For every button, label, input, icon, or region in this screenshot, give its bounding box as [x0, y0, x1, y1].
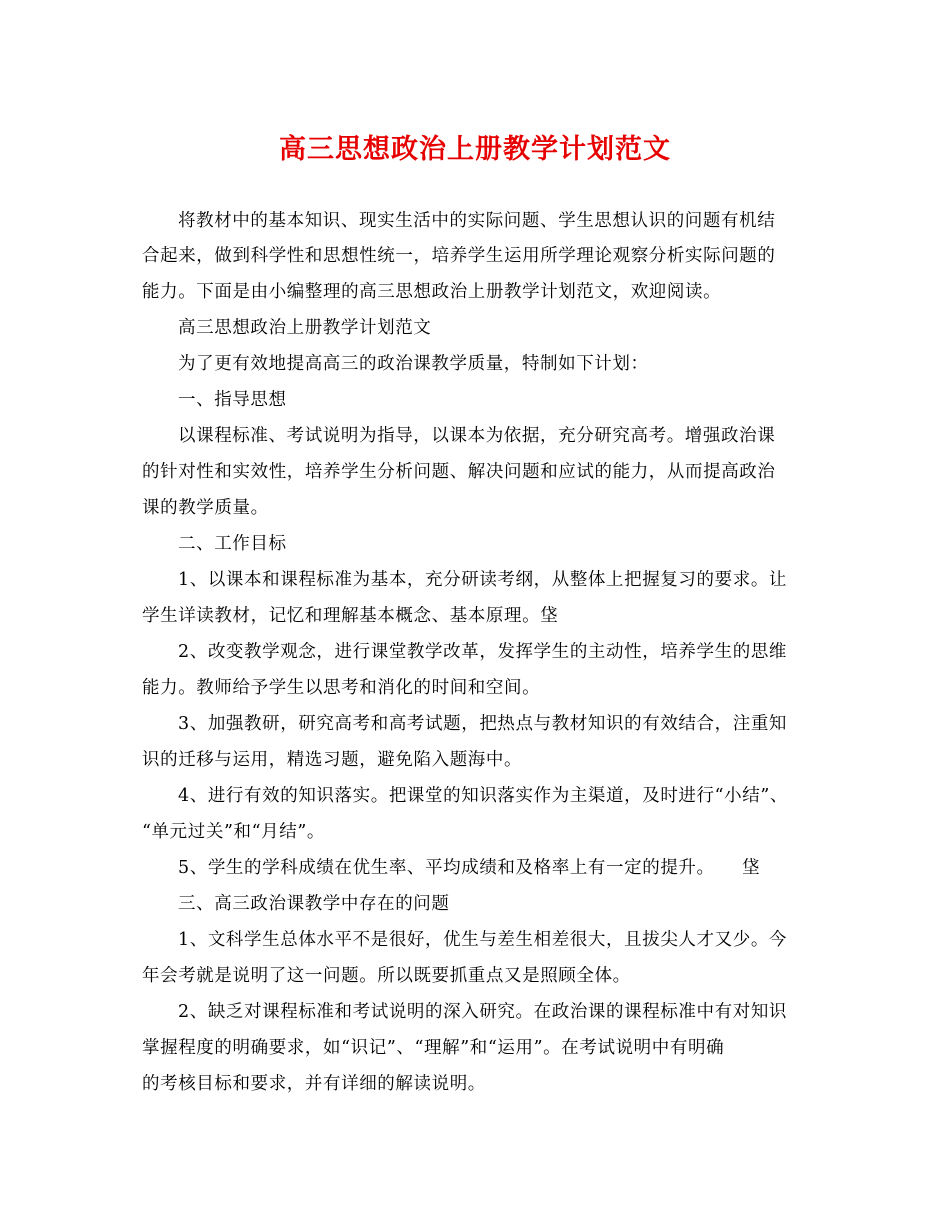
body-line: 1、文科学生总体水平不是很好，优生与差生相差很大，且拔尖人才又少。今: [178, 930, 788, 950]
body-line: 合起来，做到科学性和思想性统一，培养学生运用所学理论观察分析实际问题的: [142, 246, 776, 266]
body-line: 学生详读教材，记忆和理解基本概念、基本原理。垡: [142, 606, 559, 626]
body-line: 课的教学质量。: [142, 498, 269, 518]
body-line: 能力。教师给予学生以思考和消化的时间和空间。: [142, 678, 541, 698]
document-title: 高三思想政治上册教学计划范文: [279, 134, 671, 165]
body-line: 的针对性和实效性，培养学生分析问题、解决问题和应试的能力，从而提高政治: [142, 462, 776, 482]
body-line: 4、进行有效的知识落实。把课堂的知识落实作为主渠道，及时进行“小结”、: [178, 786, 789, 806]
body-line: 1、以课本和课程标准为基本，充分研读考纲，从整体上把握复习的要求。让: [178, 570, 788, 590]
body-line: 掌握程度的明确要求，如“识记”、“理解”和“运用”。在考试说明中有明确: [142, 1038, 725, 1058]
body-line: 的考核目标和要求，并有详细的解读说明。: [142, 1074, 486, 1094]
body-line: 识的迁移与运用，精选习题，避免陷入题海中。: [142, 750, 523, 770]
body-line: 高三思想政治上册教学计划范文: [178, 318, 432, 338]
body-line: 5、学生的学科成绩在优生率、平均成绩和及格率上有一定的提升。 垡: [178, 858, 761, 878]
body-line: 为了更有效地提高高三的政治课教学质量，特制如下计划：: [178, 354, 649, 374]
section-heading: 一、指导思想: [178, 390, 287, 410]
section-heading: 二、工作目标: [178, 534, 287, 554]
body-line: 2、改变教学观念，进行课堂教学改革，发挥学生的主动性，培养学生的思维: [178, 642, 788, 662]
body-line: 3、加强教研，研究高考和高考试题，把热点与教材知识的有效结合，注重知: [178, 714, 788, 734]
body-line: 2、缺乏对课程标准和考试说明的深入研究。在政治课的课程标准中有对知识: [178, 1002, 788, 1022]
section-heading: 三、高三政治课教学中存在的问题: [178, 894, 450, 914]
body-line: 以课程标准、考试说明为指导，以课本为依据，充分研究高考。增强政治课: [178, 426, 776, 446]
body-line: 年会考就是说明了这一问题。所以既要抓重点又是照顾全体。: [142, 966, 631, 986]
body-line: 将教材中的基本知识、现实生活中的实际问题、学生思想认识的问题有机结: [178, 211, 776, 231]
body-line: 能力。下面是由小编整理的高三思想政治上册教学计划范文，欢迎阅读。: [142, 282, 722, 302]
body-line: “单元过关”和“月结”。: [142, 822, 325, 842]
